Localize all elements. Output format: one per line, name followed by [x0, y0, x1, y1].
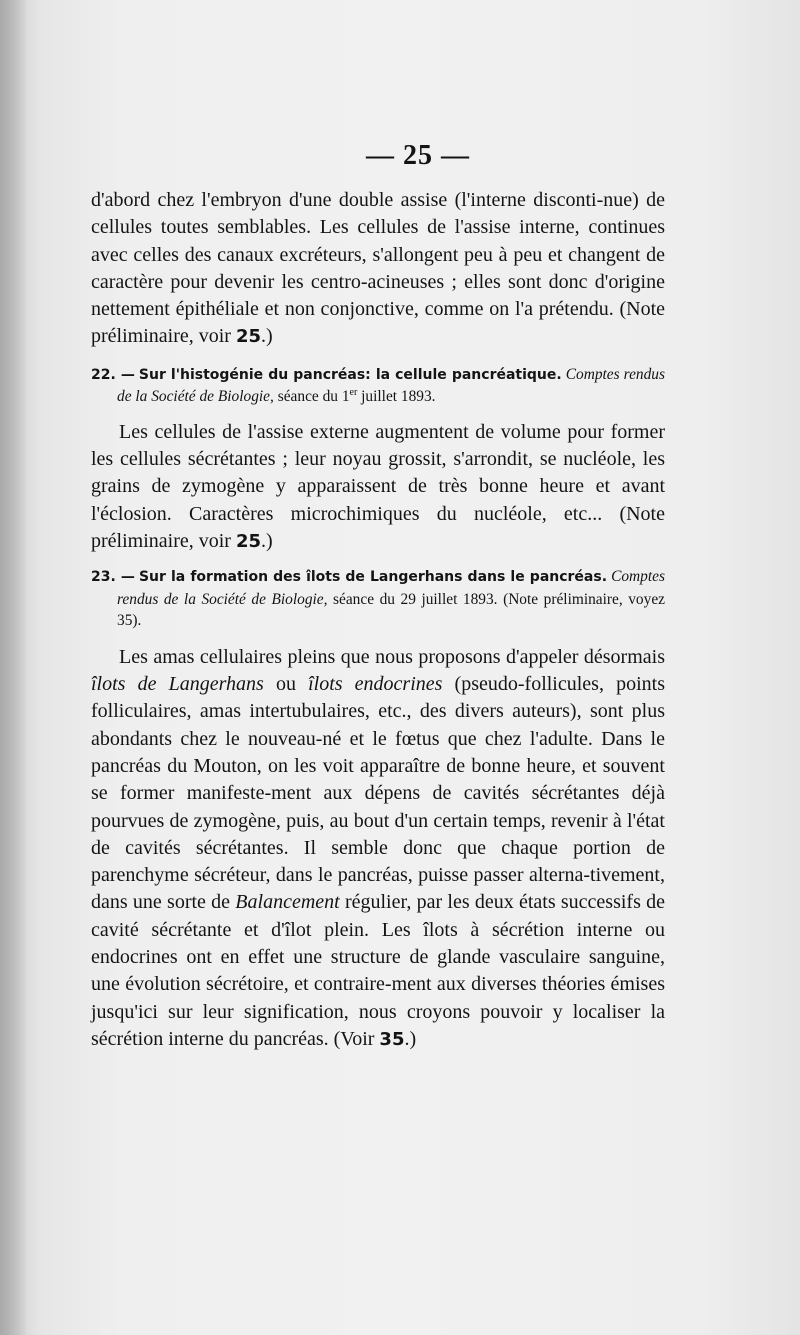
- paragraph-3: Les amas cellulaires pleins que nous proposons d'appeler désormais îlots de Langerhans ou îlots endocrines (pseudo-follicules, points folliculaires, amas intertubulaires, etc., des divers auteurs), sont plus abondants chez le nouveau-né et le fœtus que chez l'adulte. Dans le pancréas du Mouton, on les voit apparaître de bonne heure, et souvent se former manifeste-ment aux dépens de cavités sécrétantes déjà pourvues de zymogène, puis, au bout d'un certain temps, revenir à l'état de cavités sécrétantes. Il semble donc que chaque portion de parenchyme sécréteur, dans le pancréas, puisse passer alterna-tivement, dans une sorte de Balancement régulier, par les deux états successifs de cavité sécrétante et d'îlot plein. Les îlots à sécrétion interne ou endocrines ont en effet une structure de glande vasculaire sanguine, une évolution sécrétoire, et contraire-ment aux diverses théories émises jusqu'ici sur leur signification, nous croyons pouvoir y localiser la sécrétion interne du pancréas. (Voir 35.): [91, 645, 665, 1050]
- entry-journal: Comptes rendus de la Société de Biologie,: [117, 568, 665, 608]
- reference-35: 35: [379, 1028, 405, 1050]
- entry-journal: Comptes rendus de la Société de Biologie,: [117, 365, 665, 406]
- reference-25: 25: [235, 326, 262, 348]
- bibliography-entry-23: 23. — Sur la formation des îlots de Langerhans dans le pancréas. Comptes rendus de la Société de Biologie, séance du 29 juillet 1893. (Note préliminaire, voyez 35).: [91, 568, 665, 630]
- page-body: [91, 187, 665, 1053]
- entry-title: Sur la formation des îlots de Langerhans dans le pancréas.: [138, 569, 608, 586]
- page-number: — 25 —: [366, 140, 470, 171]
- entry-number: 23. —: [91, 569, 135, 586]
- paragraph-1: d'abord chez l'embryon d'une double assise (l'interne disconti-nue) de cellules toutes semblables. Les cellules de l'assise interne, continues avec celles des canaux excréteurs, s'allongent peu à peu et changent de caractère pour devenir les centro-acineuses ; elles sont donc d'origine nettement épithéliale et non conjonctive, comme on l'a prétendu. (Note préliminaire, voir 25.): [91, 189, 665, 348]
- entry-number: 22. —: [91, 366, 135, 383]
- term-balancement: Balancement: [235, 891, 340, 914]
- paragraph-2: Les cellules de l'assise externe augmentent de volume pour former les cellules sécrétantes ; leur noyau grossit, s'arrondit, se nucléole, les grains de zymogène y apparaissent de très bonne heure et avant l'éclosion. Caractères microchimiques du nucléole, etc... (Note préliminaire, voir 25.): [91, 420, 665, 552]
- term-ilots-endocrines: îlots endocrines: [308, 673, 443, 696]
- entry-title: Sur l'histogénie du pancréas: la cellule pancréatique.: [138, 366, 562, 383]
- entry-note: (Note préliminaire, voyez 35).: [117, 590, 665, 630]
- bibliography-entry-22: 22. — Sur l'histogénie du pancréas: la cellule pancréatique. Comptes rendus de la Société de Biologie, séance du 1er juillet 1893.: [91, 365, 665, 406]
- term-ilots-de-langerhans: îlots de Langerhans: [91, 673, 264, 696]
- page-gutter-shadow: [0, 0, 28, 1335]
- reference-25: 25: [235, 530, 262, 552]
